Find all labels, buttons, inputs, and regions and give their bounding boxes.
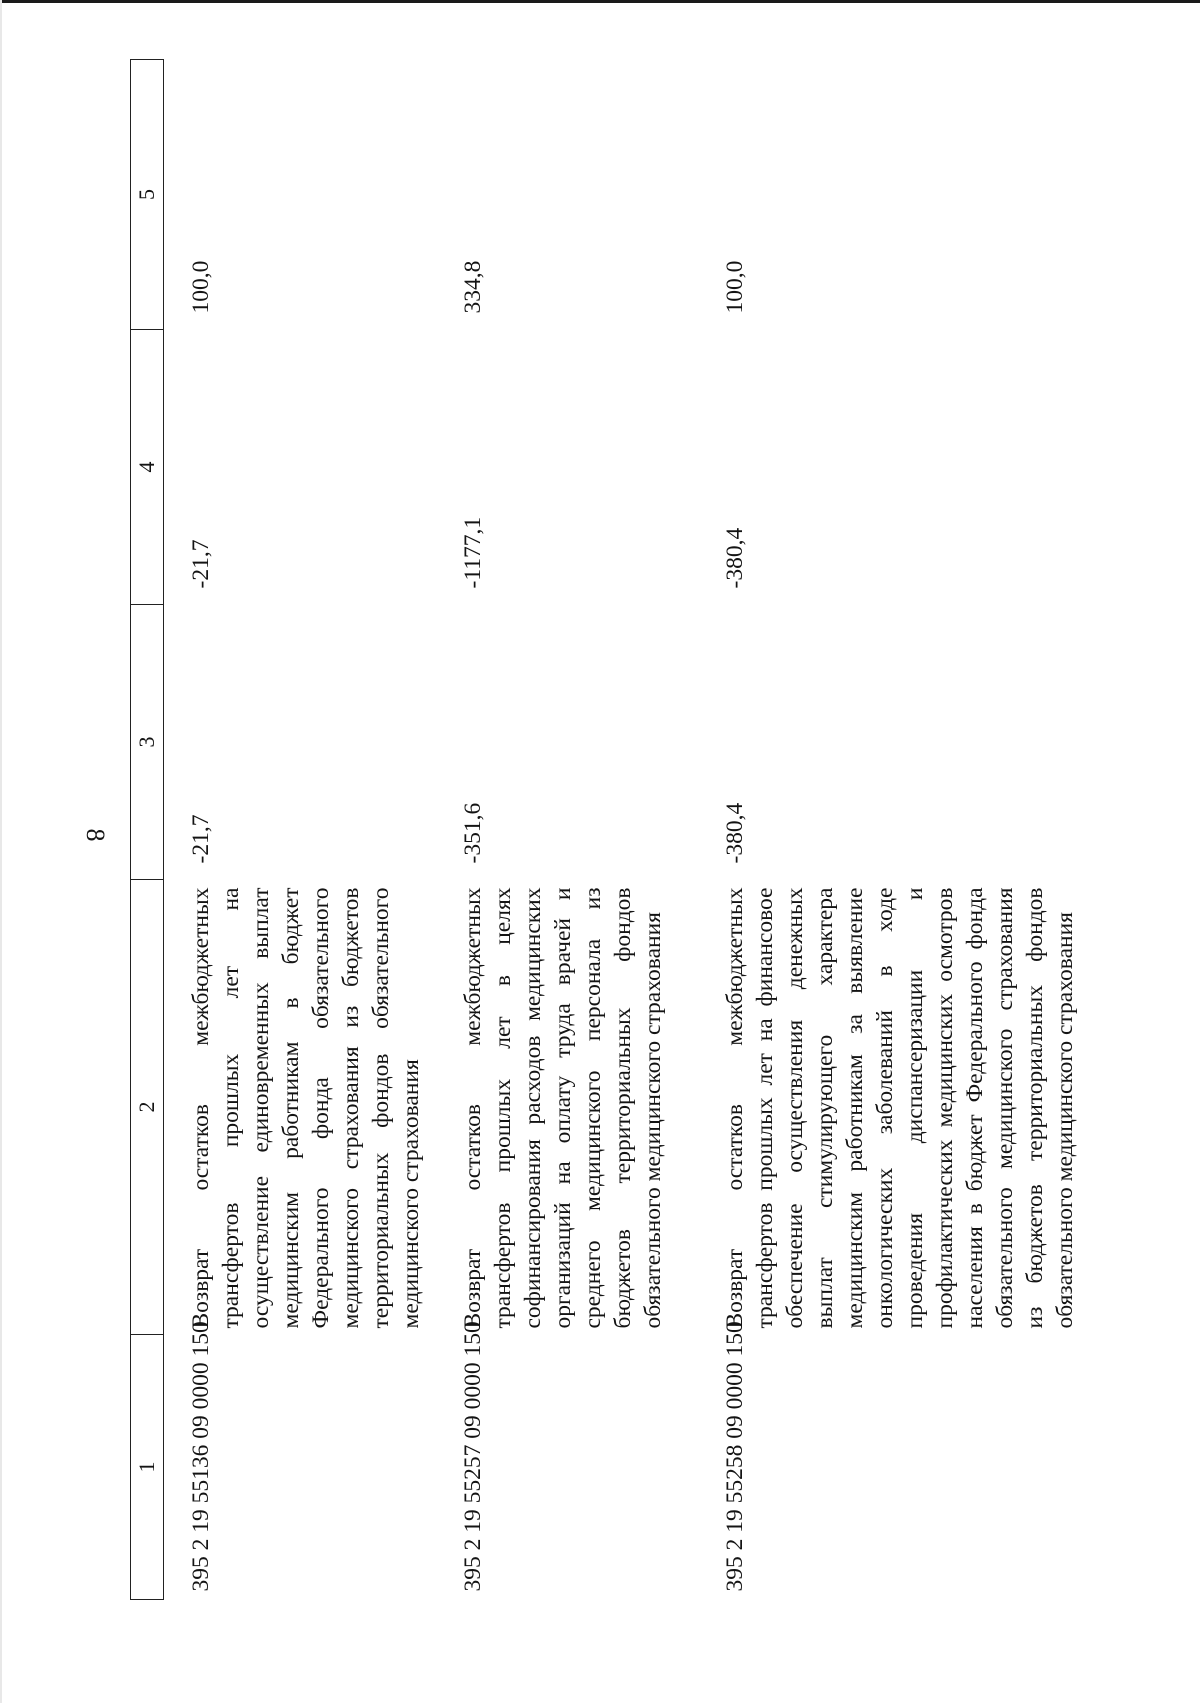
value-col-5: 334,8 — [460, 260, 486, 314]
value-col-3: -21,7 — [188, 814, 214, 864]
header-col-1: 1 — [131, 1335, 164, 1600]
page-left-edge — [0, 0, 2, 1703]
page-top-edge — [0, 0, 1200, 3]
rotated-table-container — [130, 60, 1078, 1600]
value-col-4: -21,7 — [188, 539, 214, 589]
value-col-5: 100,0 — [188, 260, 214, 314]
value-col-5: 100,0 — [722, 260, 748, 314]
budget-code: 395 2 19 55258 09 0000 150 — [722, 1321, 748, 1592]
description: Возврат остатков межбюджетных трансфертов прошлых лет на осуществление единовременных выплат медицинским работникам в бюджет Федерального фонда обязательного медицинского страхования из бюджетов территориальных фондов обязательного медицинского страхования — [188, 887, 424, 1329]
value-col-3: -351,6 — [460, 802, 486, 864]
table-row — [164, 60, 437, 1600]
description: Возврат остатков межбюджетных трансфертов прошлых лет на финансовое обеспечение осуществления денежных выплат стимулирующего характера медицинским работникам за выявление онкологических заболеваний в ходе проведения диспансеризации и профилактических медицинских осмотров населения в бюджет Федерального фонда обязательного медицинского страхования из бюджетов территориальных фондов обязательного медицинского страхования — [722, 887, 1078, 1329]
header-col-4: 4 — [131, 330, 164, 605]
header-col-3: 3 — [131, 605, 164, 880]
description: Возврат остатков межбюджетных трансфертов прошлых лет в целях софинансирования расходов медицинских организаций на оплату труда врачей и среднего медицинского персонала из бюджетов территориальных фондов обязательного медицинского страхования — [460, 887, 666, 1329]
budget-code: 395 2 19 55136 09 0000 150 — [188, 1321, 214, 1592]
value-col-4: -1177,1 — [460, 516, 486, 589]
header-col-5: 5 — [131, 60, 164, 330]
table-row — [436, 60, 698, 1600]
page-number: 8 — [81, 828, 110, 842]
table-header-row — [131, 60, 164, 1600]
value-col-3: -380,4 — [722, 802, 748, 864]
value-col-4: -380,4 — [722, 527, 748, 589]
budget-table — [130, 59, 1090, 1600]
table-row — [698, 60, 1090, 1600]
budget-code: 395 2 19 55257 09 0000 150 — [460, 1321, 486, 1592]
header-col-2: 2 — [131, 880, 164, 1335]
